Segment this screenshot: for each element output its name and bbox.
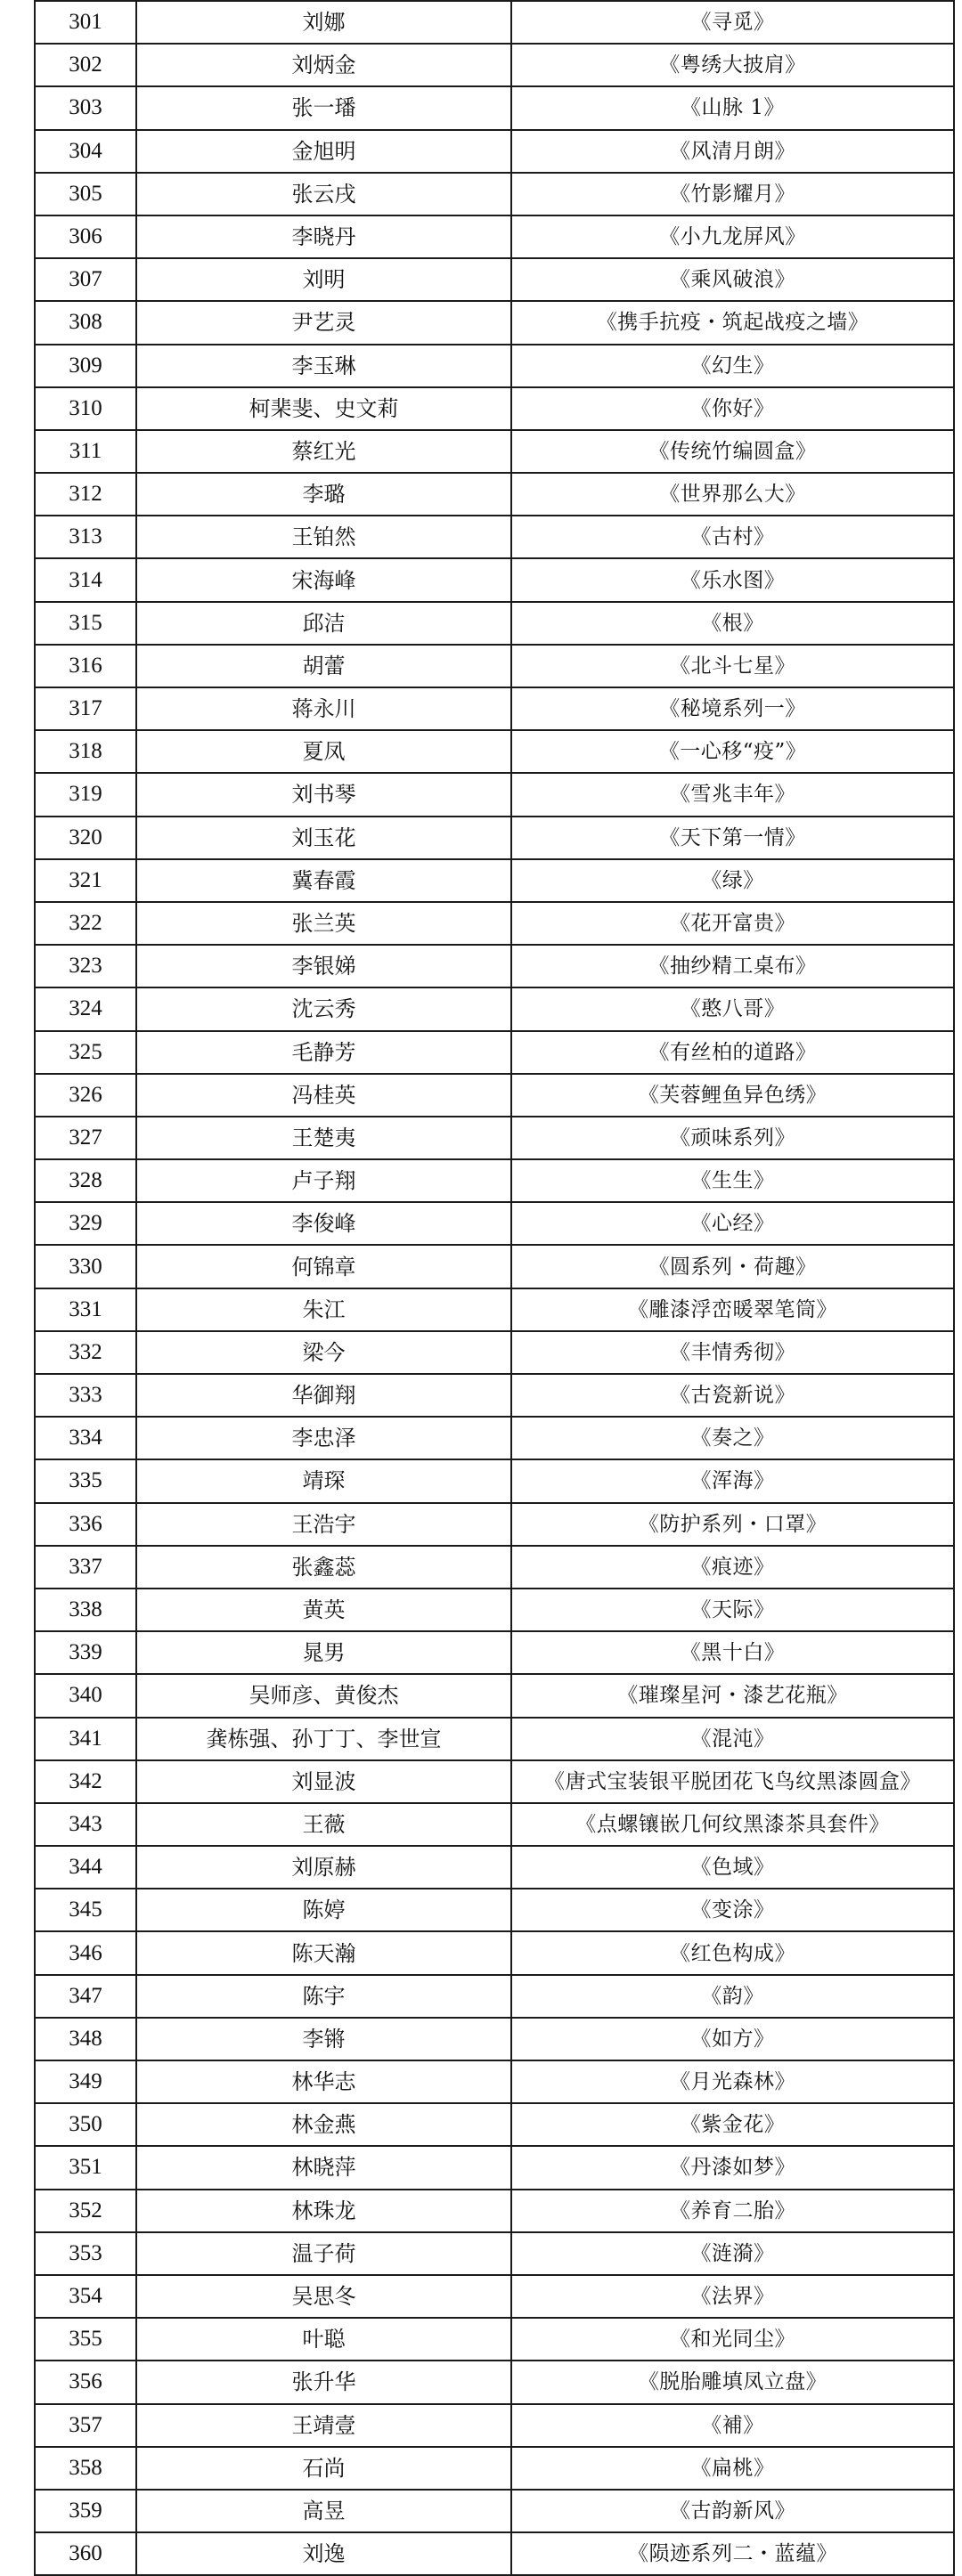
table-row <box>35 387 954 430</box>
table-row <box>35 2404 954 2447</box>
entries-table-body <box>35 1 954 2575</box>
entry-number-cell: 344 <box>35 1846 136 1889</box>
work-title-cell: 《点螺镶嵌几何纹黑漆茶具套件》 <box>511 1803 954 1846</box>
work-title-cell: 《如方》 <box>511 2018 954 2060</box>
entry-number-cell: 352 <box>35 2190 136 2232</box>
author-name-cell: 刘书琴 <box>136 773 511 816</box>
author-name-cell: 张升华 <box>136 2361 511 2403</box>
work-title-cell: 《你好》 <box>511 387 954 430</box>
entry-number-cell: 321 <box>35 859 136 902</box>
work-title-cell: 《丰情秀彻》 <box>511 1331 954 1374</box>
table-row <box>35 1288 954 1331</box>
work-title-cell: 《丹漆如梦》 <box>511 2146 954 2189</box>
entry-number-cell: 301 <box>35 1 136 44</box>
work-title-cell: 《韵》 <box>511 1975 954 2018</box>
author-name-cell: 靖琛 <box>136 1459 511 1502</box>
work-title-cell: 《月光森林》 <box>511 2060 954 2103</box>
author-name-cell: 尹艺灵 <box>136 301 511 344</box>
table-row <box>35 2103 954 2146</box>
author-name-cell: 沈云秀 <box>136 987 511 1030</box>
work-title-cell: 《法界》 <box>511 2275 954 2318</box>
table-row <box>35 1718 954 1760</box>
entry-number-cell: 335 <box>35 1459 136 1502</box>
table-row <box>35 1159 954 1202</box>
entry-number-cell: 310 <box>35 387 136 430</box>
entry-number-cell: 342 <box>35 1760 136 1803</box>
table-row <box>35 1589 954 1631</box>
entry-number-cell: 317 <box>35 687 136 730</box>
entry-number-cell: 348 <box>35 2018 136 2060</box>
entry-number-cell: 313 <box>35 516 136 558</box>
entry-number-cell: 351 <box>35 2146 136 2189</box>
table-row <box>35 215 954 258</box>
author-name-cell: 张一璠 <box>136 86 511 129</box>
table-row <box>35 1674 954 1717</box>
entry-number-cell: 341 <box>35 1718 136 1760</box>
table-row <box>35 173 954 215</box>
author-name-cell: 宋海峰 <box>136 558 511 601</box>
table-row <box>35 773 954 816</box>
work-title-cell: 《顽味系列》 <box>511 1117 954 1159</box>
author-name-cell: 王楚夷 <box>136 1117 511 1159</box>
table-row <box>35 1546 954 1589</box>
entry-number-cell: 334 <box>35 1417 136 1459</box>
table-row <box>35 730 954 773</box>
work-title-cell: 《色域》 <box>511 1846 954 1889</box>
table-row <box>35 1374 954 1417</box>
author-name-cell: 李忠泽 <box>136 1417 511 1459</box>
table-row <box>35 1846 954 1889</box>
table-row <box>35 817 954 859</box>
table-row <box>35 1889 954 1931</box>
author-name-cell: 胡蕾 <box>136 645 511 687</box>
author-name-cell: 蔡红光 <box>136 430 511 473</box>
work-title-cell: 《寻觅》 <box>511 1 954 44</box>
table-row <box>35 2532 954 2575</box>
table-row <box>35 1459 954 1502</box>
work-title-cell: 《天下第一情》 <box>511 817 954 859</box>
entries-table-container <box>34 0 953 2576</box>
work-title-cell: 《生生》 <box>511 1159 954 1202</box>
work-title-cell: 《混沌》 <box>511 1718 954 1760</box>
entry-number-cell: 357 <box>35 2404 136 2447</box>
entry-number-cell: 350 <box>35 2103 136 2146</box>
table-row <box>35 687 954 730</box>
author-name-cell: 陈天瀚 <box>136 1931 511 1974</box>
table-row <box>35 2018 954 2060</box>
author-name-cell: 卢子翔 <box>136 1159 511 1202</box>
table-row <box>35 345 954 387</box>
author-name-cell: 刘玉花 <box>136 817 511 859</box>
work-title-cell: 《圆系列・荷趣》 <box>511 1245 954 1288</box>
work-title-cell: 《奏之》 <box>511 1417 954 1459</box>
entry-number-cell: 332 <box>35 1331 136 1374</box>
author-name-cell: 刘娜 <box>136 1 511 44</box>
table-row <box>35 859 954 902</box>
work-title-cell: 《世界那么大》 <box>511 473 954 516</box>
table-row <box>35 2275 954 2318</box>
work-title-cell: 《乐水图》 <box>511 558 954 601</box>
work-title-cell: 《幻生》 <box>511 345 954 387</box>
table-row <box>35 430 954 473</box>
table-row <box>35 86 954 129</box>
author-name-cell: 夏凤 <box>136 730 511 773</box>
work-title-cell: 《一心移“疫”》 <box>511 730 954 773</box>
work-title-cell: 《有丝柏的道路》 <box>511 1031 954 1074</box>
entry-number-cell: 319 <box>35 773 136 816</box>
entry-number-cell: 305 <box>35 173 136 215</box>
author-name-cell: 刘逸 <box>136 2532 511 2575</box>
work-title-cell: 《黑十白》 <box>511 1631 954 1674</box>
author-name-cell: 林珠龙 <box>136 2190 511 2232</box>
author-name-cell: 冀春霞 <box>136 859 511 902</box>
author-name-cell: 林晓萍 <box>136 2146 511 2189</box>
table-row <box>35 1417 954 1459</box>
entry-number-cell: 360 <box>35 2532 136 2575</box>
work-title-cell: 《抽纱精工桌布》 <box>511 945 954 987</box>
author-name-cell: 刘显波 <box>136 1760 511 1803</box>
entry-number-cell: 337 <box>35 1546 136 1589</box>
author-name-cell: 叶聪 <box>136 2318 511 2361</box>
table-row <box>35 1202 954 1245</box>
entry-number-cell: 354 <box>35 2275 136 2318</box>
table-row <box>35 516 954 558</box>
table-row <box>35 44 954 86</box>
author-name-cell: 林华志 <box>136 2060 511 2103</box>
entry-number-cell: 336 <box>35 1503 136 1546</box>
entry-number-cell: 312 <box>35 473 136 516</box>
author-name-cell: 刘炳金 <box>136 44 511 86</box>
author-name-cell: 李俊峰 <box>136 1202 511 1245</box>
author-name-cell: 刘原赫 <box>136 1846 511 1889</box>
author-name-cell: 毛静芳 <box>136 1031 511 1074</box>
author-name-cell: 高昱 <box>136 2490 511 2532</box>
entry-number-cell: 330 <box>35 1245 136 1288</box>
author-name-cell: 张云戌 <box>136 173 511 215</box>
table-row <box>35 1031 954 1074</box>
work-title-cell: 《脱胎雕填凤立盘》 <box>511 2361 954 2403</box>
entry-number-cell: 343 <box>35 1803 136 1846</box>
entry-number-cell: 324 <box>35 987 136 1030</box>
entry-number-cell: 315 <box>35 602 136 645</box>
entry-number-cell: 320 <box>35 817 136 859</box>
work-title-cell: 《花开富贵》 <box>511 902 954 945</box>
table-row <box>35 2361 954 2403</box>
work-title-cell: 《雪兆丰年》 <box>511 773 954 816</box>
entry-number-cell: 311 <box>35 430 136 473</box>
work-title-cell: 《小九龙屏风》 <box>511 215 954 258</box>
entry-number-cell: 355 <box>35 2318 136 2361</box>
author-name-cell: 王靖壹 <box>136 2404 511 2447</box>
table-row <box>35 558 954 601</box>
work-title-cell: 《扁桃》 <box>511 2447 954 2490</box>
author-name-cell: 王浩宇 <box>136 1503 511 1546</box>
work-title-cell: 《北斗七星》 <box>511 645 954 687</box>
work-title-cell: 《痕迹》 <box>511 1546 954 1589</box>
entry-number-cell: 328 <box>35 1159 136 1202</box>
author-name-cell: 华御翔 <box>136 1374 511 1417</box>
author-name-cell: 晁男 <box>136 1631 511 1674</box>
work-title-cell: 《唐式宝装银平脱团花飞鸟纹黑漆圆盒》 <box>511 1760 954 1803</box>
work-title-cell: 《雕漆浮峦暖翠笔筒》 <box>511 1288 954 1331</box>
entry-number-cell: 318 <box>35 730 136 773</box>
work-title-cell: 《和光同尘》 <box>511 2318 954 2361</box>
entry-number-cell: 345 <box>35 1889 136 1931</box>
work-title-cell: 《璀璨星河・漆艺花瓶》 <box>511 1674 954 1717</box>
work-title-cell: 《浑海》 <box>511 1459 954 1502</box>
work-title-cell: 《憨八哥》 <box>511 987 954 1030</box>
entry-number-cell: 353 <box>35 2232 136 2275</box>
author-name-cell: 王铂然 <box>136 516 511 558</box>
table-row <box>35 645 954 687</box>
table-row <box>35 1931 954 1974</box>
entry-number-cell: 356 <box>35 2361 136 2403</box>
work-title-cell: 《变涂》 <box>511 1889 954 1931</box>
entry-number-cell: 306 <box>35 215 136 258</box>
work-title-cell: 《涟漪》 <box>511 2232 954 2275</box>
entry-number-cell: 325 <box>35 1031 136 1074</box>
table-row <box>35 130 954 173</box>
work-title-cell: 《古瓷新说》 <box>511 1374 954 1417</box>
table-row <box>35 945 954 987</box>
work-title-cell: 《陨迹系列二・蓝蕴》 <box>511 2532 954 2575</box>
entry-number-cell: 338 <box>35 1589 136 1631</box>
author-name-cell: 张鑫蕊 <box>136 1546 511 1589</box>
author-name-cell: 吴师彦、黄俊杰 <box>136 1674 511 1717</box>
author-name-cell: 李璐 <box>136 473 511 516</box>
entry-number-cell: 322 <box>35 902 136 945</box>
entry-number-cell: 326 <box>35 1074 136 1117</box>
work-title-cell: 《天际》 <box>511 1589 954 1631</box>
table-row <box>35 301 954 344</box>
work-title-cell: 《风清月朗》 <box>511 130 954 173</box>
author-name-cell: 冯桂英 <box>136 1074 511 1117</box>
table-row <box>35 1803 954 1846</box>
author-name-cell: 梁今 <box>136 1331 511 1374</box>
work-title-cell: 《芙蓉鲤鱼异色绣》 <box>511 1074 954 1117</box>
author-name-cell: 李玉琳 <box>136 345 511 387</box>
work-title-cell: 《秘境系列一》 <box>511 687 954 730</box>
author-name-cell: 陈宇 <box>136 1975 511 2018</box>
table-row <box>35 1074 954 1117</box>
author-name-cell: 李银娣 <box>136 945 511 987</box>
author-name-cell: 张兰英 <box>136 902 511 945</box>
table-row <box>35 1631 954 1674</box>
author-name-cell: 陈婷 <box>136 1889 511 1931</box>
author-name-cell: 李晓丹 <box>136 215 511 258</box>
author-name-cell: 朱江 <box>136 1288 511 1331</box>
work-title-cell: 《红色构成》 <box>511 1931 954 1974</box>
entry-number-cell: 327 <box>35 1117 136 1159</box>
table-row <box>35 258 954 301</box>
table-row <box>35 2232 954 2275</box>
work-title-cell: 《养育二胎》 <box>511 2190 954 2232</box>
work-title-cell: 《古韵新风》 <box>511 2490 954 2532</box>
author-name-cell: 吴思冬 <box>136 2275 511 2318</box>
table-row <box>35 1 954 44</box>
author-name-cell: 柯棐斐、史文莉 <box>136 387 511 430</box>
author-name-cell: 邱洁 <box>136 602 511 645</box>
entry-number-cell: 304 <box>35 130 136 173</box>
table-row <box>35 987 954 1030</box>
table-row <box>35 1331 954 1374</box>
work-title-cell: 《紫金花》 <box>511 2103 954 2146</box>
table-row <box>35 2490 954 2532</box>
entry-number-cell: 358 <box>35 2447 136 2490</box>
author-name-cell: 何锦章 <box>136 1245 511 1288</box>
entry-number-cell: 333 <box>35 1374 136 1417</box>
author-name-cell: 石尚 <box>136 2447 511 2490</box>
entry-number-cell: 307 <box>35 258 136 301</box>
author-name-cell: 刘明 <box>136 258 511 301</box>
entries-table <box>34 0 955 2576</box>
table-row <box>35 602 954 645</box>
author-name-cell: 温子荷 <box>136 2232 511 2275</box>
author-name-cell: 王薇 <box>136 1803 511 1846</box>
table-row <box>35 1503 954 1546</box>
work-title-cell: 《竹影耀月》 <box>511 173 954 215</box>
author-name-cell: 李锵 <box>136 2018 511 2060</box>
table-row <box>35 2060 954 2103</box>
entry-number-cell: 339 <box>35 1631 136 1674</box>
entry-number-cell: 308 <box>35 301 136 344</box>
entry-number-cell: 331 <box>35 1288 136 1331</box>
work-title-cell: 《携手抗疫・筑起战疫之墙》 <box>511 301 954 344</box>
work-title-cell: 《古村》 <box>511 516 954 558</box>
table-row <box>35 2146 954 2189</box>
work-title-cell: 《山脉 1》 <box>511 86 954 129</box>
work-title-cell: 《乘风破浪》 <box>511 258 954 301</box>
author-name-cell: 金旭明 <box>136 130 511 173</box>
work-title-cell: 《粤绣大披肩》 <box>511 44 954 86</box>
entry-number-cell: 323 <box>35 945 136 987</box>
entry-number-cell: 314 <box>35 558 136 601</box>
entry-number-cell: 349 <box>35 2060 136 2103</box>
table-row <box>35 1245 954 1288</box>
entry-number-cell: 303 <box>35 86 136 129</box>
work-title-cell: 《根》 <box>511 602 954 645</box>
entry-number-cell: 340 <box>35 1674 136 1717</box>
work-title-cell: 《传统竹编圆盒》 <box>511 430 954 473</box>
table-row <box>35 902 954 945</box>
entry-number-cell: 302 <box>35 44 136 86</box>
work-title-cell: 《心经》 <box>511 1202 954 1245</box>
work-title-cell: 《绿》 <box>511 859 954 902</box>
entry-number-cell: 309 <box>35 345 136 387</box>
work-title-cell: 《防护系列・口罩》 <box>511 1503 954 1546</box>
table-row <box>35 2190 954 2232</box>
author-name-cell: 林金燕 <box>136 2103 511 2146</box>
entry-number-cell: 359 <box>35 2490 136 2532</box>
work-title-cell: 《補》 <box>511 2404 954 2447</box>
entry-number-cell: 347 <box>35 1975 136 2018</box>
table-row <box>35 2318 954 2361</box>
entry-number-cell: 329 <box>35 1202 136 1245</box>
table-row <box>35 1760 954 1803</box>
table-row <box>35 1117 954 1159</box>
author-name-cell: 黄英 <box>136 1589 511 1631</box>
entry-number-cell: 346 <box>35 1931 136 1974</box>
entry-number-cell: 316 <box>35 645 136 687</box>
table-row <box>35 473 954 516</box>
author-name-cell: 龚栋强、孙丁丁、李世宣 <box>136 1718 511 1760</box>
author-name-cell: 蒋永川 <box>136 687 511 730</box>
table-row <box>35 1975 954 2018</box>
